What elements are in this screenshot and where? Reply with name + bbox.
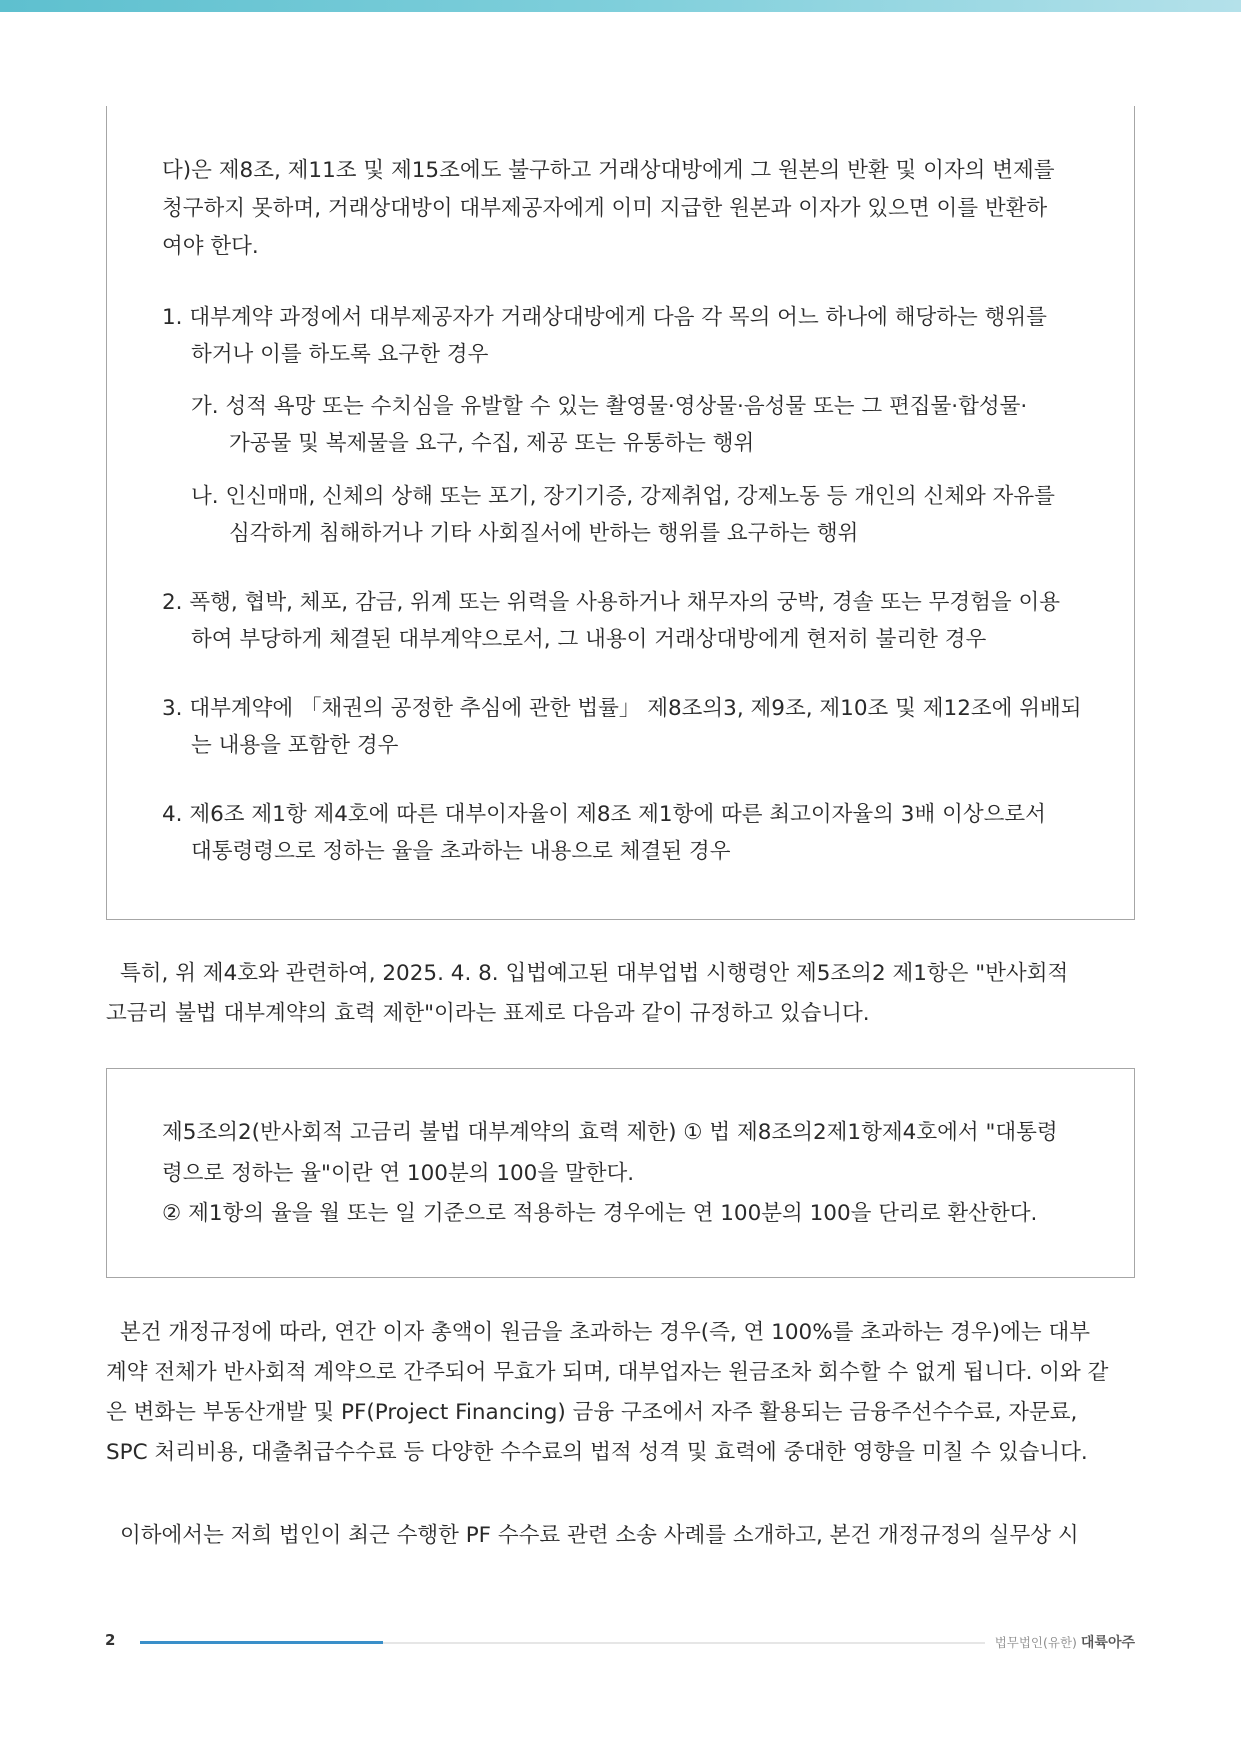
body-paragraph-line: 특히, 위 제4호와 관련하여, 2025. 4. 8. 입법예고된 대부업법 시행령안 제5조의2 제1항은 "반사회적: [120, 961, 1069, 986]
body-paragraph-line: 계약 전체가 반사회적 계약으로 간주되어 무효가 되며, 대부업자는 원금조차 회수할 수 없게 됩니다. 이와 같: [106, 1360, 1109, 1385]
item-1-line: 1. 대부계약 과정에서 대부제공자가 거래상대방에게 다음 각 목의 어느 하나에 해당하는 행위를: [162, 305, 1047, 330]
item-4-line: 대통령령으로 정하는 율을 초과하는 내용으로 체결된 경우: [191, 839, 731, 864]
footer-firm-name: [995, 1632, 1135, 1652]
firm-name: 대륙아주: [1080, 1635, 1135, 1651]
box1-intro-line: 청구하지 못하며, 거래상대방이 대부제공자에게 이미 지급한 원본과 이자가 있으면 이를 반환하: [162, 196, 1048, 221]
top-accent-bar: [0, 0, 1241, 12]
draft-decree-line: 제5조의2(반사회적 고금리 불법 대부계약의 효력 제한) ① 법 제8조의2제1항제4호에서 "대통령: [162, 1120, 1058, 1145]
box1-intro-line: 여야 한다.: [162, 234, 259, 259]
body-paragraph-line: 본건 개정규정에 따라, 연간 이자 총액이 원금을 초과하는 경우(즉, 연 100%를 초과하는 경우)에는 대부: [120, 1320, 1090, 1345]
item-1-na-line: 심각하게 침해하거나 기타 사회질서에 반하는 행위를 요구하는 행위: [229, 521, 859, 546]
draft-decree-line: ② 제1항의 율을 월 또는 일 기준으로 적용하는 경우에는 연 100분의 100을 단리로 환산한다.: [162, 1201, 1038, 1226]
item-1-ga-line: 가. 성적 욕망 또는 수치심을 유발할 수 있는 촬영물·영상물·음성물 또는 그 편집물·합성물·: [191, 394, 1028, 419]
box1-intro-line: 다)은 제8조, 제11조 및 제15조에도 불구하고 거래상대방에게 그 원본의 반환 및 이자의 변제를: [162, 158, 1055, 183]
item-2-line: 하여 부당하게 체결된 대부계약으로서, 그 내용이 거래상대방에게 현저히 불리한 경우: [191, 627, 987, 652]
footer-rule-accent: [140, 1641, 383, 1644]
page-number: 2: [105, 1631, 116, 1649]
body-paragraph-line: 이하에서는 저희 법인이 최근 수행한 PF 수수료 관련 소송 사례를 소개하고, 본건 개정규정의 실무상 시: [120, 1523, 1079, 1548]
item-3-line: 는 내용을 포함한 경우: [191, 733, 399, 758]
body-paragraph-line: 은 변화는 부동산개발 및 PF(Project Financing) 금융 구조에서 자주 활용되는 금융주선수수료, 자문료,: [106, 1400, 1078, 1425]
item-1-ga-line: 가공물 및 복제물을 요구, 수집, 제공 또는 유통하는 행위: [229, 431, 755, 456]
firm-prefix: 법무법인(유한): [994, 1635, 1077, 1650]
body-paragraph-line: 고금리 불법 대부계약의 효력 제한"이라는 표제로 다음과 같이 규정하고 있습니다.: [106, 1001, 870, 1026]
item-1-na-line: 나. 인신매매, 신체의 상해 또는 포기, 장기기증, 강제취업, 강제노동 등 개인의 신체와 자유를: [191, 484, 1055, 509]
item-1-line: 하거나 이를 하도록 요구한 경우: [191, 342, 489, 367]
item-4-line: 4. 제6조 제1항 제4호에 따른 대부이자율이 제8조 제1항에 따른 최고이자율의 3배 이상으로서: [162, 802, 1046, 827]
body-paragraph-line: SPC 처리비용, 대출취급수수료 등 다양한 수수료의 법적 성격 및 효력에 중대한 영향을 미칠 수 있습니다.: [106, 1440, 1088, 1465]
item-3-line: 3. 대부계약에 「채권의 공정한 추심에 관한 법률」 제8조의3, 제9조, 제10조 및 제12조에 위배되: [162, 696, 1082, 721]
draft-decree-line: 령으로 정하는 율"이란 연 100분의 100을 말한다.: [162, 1161, 635, 1186]
item-2-line: 2. 폭행, 협박, 체포, 감금, 위계 또는 위력을 사용하거나 채무자의 궁박, 경솔 또는 무경험을 이용: [162, 590, 1061, 615]
